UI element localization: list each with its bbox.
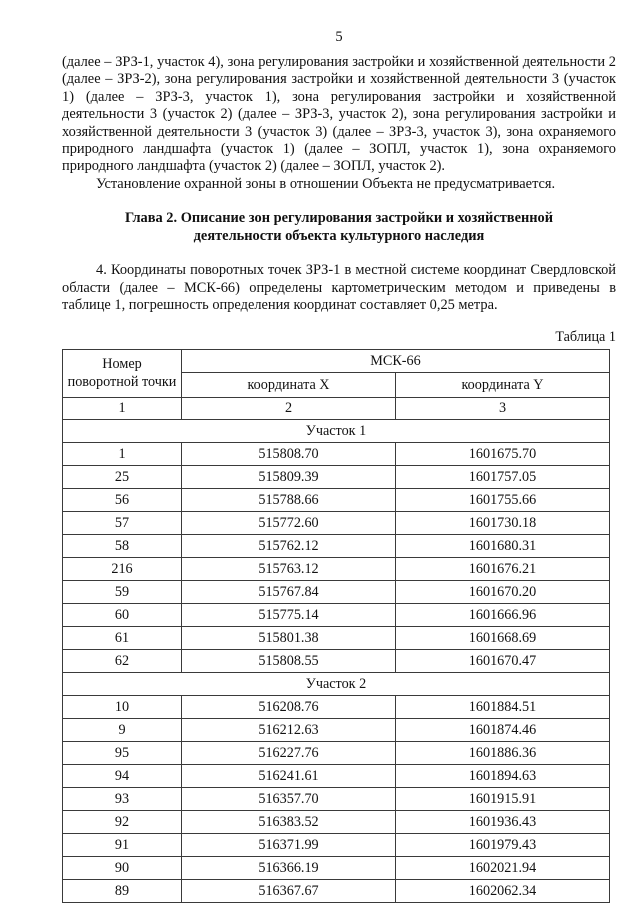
chapter-heading: Глава 2. Описание зон регулирования застройки и хозяйственной деятельности объекта культурного наследия — [124, 210, 554, 244]
cell-coordinate-y: 1601675.70 — [396, 442, 610, 465]
header-coordinate-x: координата X — [182, 373, 396, 398]
cell-coordinate-x: 515808.70 — [182, 442, 396, 465]
table-row — [63, 879, 610, 902]
cell-coordinate-y: 1601670.47 — [396, 649, 610, 672]
cell-point-number: 91 — [63, 833, 182, 856]
cell-point-number: 89 — [63, 879, 182, 902]
cell-coordinate-x: 515788.66 — [182, 488, 396, 511]
cell-point-number: 62 — [63, 649, 182, 672]
table-row — [63, 833, 610, 856]
cell-coordinate-y: 1601755.66 — [396, 488, 610, 511]
table-row — [63, 580, 610, 603]
cell-coordinate-x: 515775.14 — [182, 603, 396, 626]
table-head — [63, 349, 610, 419]
table-header-row-1 — [63, 349, 610, 372]
header-point-number: Номер поворотной точки — [63, 349, 182, 398]
cell-point-number: 90 — [63, 856, 182, 879]
column-number-1: 1 — [63, 398, 182, 419]
table-column-numbering-row — [63, 398, 610, 419]
table-row — [63, 764, 610, 787]
cell-coordinate-x: 515762.12 — [182, 534, 396, 557]
table-row — [63, 488, 610, 511]
table-row — [63, 511, 610, 534]
cell-coordinate-x: 515809.39 — [182, 465, 396, 488]
table-row — [63, 741, 610, 764]
table-row — [63, 695, 610, 718]
cell-coordinate-y: 1601915.91 — [396, 787, 610, 810]
table-section-row — [63, 672, 610, 695]
page-content — [62, 28, 616, 903]
cell-coordinate-y: 1601886.36 — [396, 741, 610, 764]
table-section-row — [63, 419, 610, 442]
cell-coordinate-y: 1601936.43 — [396, 810, 610, 833]
cell-point-number: 56 — [63, 488, 182, 511]
cell-coordinate-x: 516366.19 — [182, 856, 396, 879]
cell-point-number: 92 — [63, 810, 182, 833]
cell-point-number: 57 — [63, 511, 182, 534]
cell-coordinate-y: 1601757.05 — [396, 465, 610, 488]
cell-point-number: 94 — [63, 764, 182, 787]
cell-coordinate-x: 515767.84 — [182, 580, 396, 603]
cell-coordinate-y: 1601668.69 — [396, 626, 610, 649]
cell-point-number: 93 — [63, 787, 182, 810]
paragraph-zone-list: (далее – ЗРЗ-1, участок 4), зона регулирования застройки и хозяйственной деятельности 2 (далее – ЗРЗ-2), зона регулирования застройки и хозяйственной деятельности 3 (участок 1) (далее – ЗРЗ-3, участок 1), зона регулирования застройки и хозяйственной деятельности 3 (участок 2) (далее – ЗРЗ-3, участок 2), зона регулирования застройки и хозяйственной деятельности 3 (участок 3) (далее – ЗРЗ-3, участок 3), зона охраняемого природного ландшафта (участок 1) (далее – ЗОПЛ, участок 1), зона охраняемого природного ландшафта (участок 2) (далее – ЗОПЛ, участок 2). — [62, 54, 616, 175]
coordinates-table — [62, 349, 610, 903]
page-number: 5 — [335, 29, 343, 45]
cell-coordinate-x: 516371.99 — [182, 833, 396, 856]
table-row — [63, 465, 610, 488]
cell-point-number: 95 — [63, 741, 182, 764]
spacer — [62, 193, 616, 210]
table-row — [63, 649, 610, 672]
paragraph-coordinates-intro: 4. Координаты поворотных точек ЗРЗ-1 в местной системе координат Свердловской области (далее – МСК-66) определены картометрическим методом и приведены в таблице 1, погрешность определения координат составляет 0,25 метра. — [62, 262, 616, 314]
column-number-2: 2 — [182, 398, 396, 419]
cell-coordinate-x: 516383.52 — [182, 810, 396, 833]
cell-coordinate-x: 516208.76 — [182, 695, 396, 718]
cell-coordinate-x: 516367.67 — [182, 879, 396, 902]
cell-coordinate-y: 1601894.63 — [396, 764, 610, 787]
cell-coordinate-y: 1601730.18 — [396, 511, 610, 534]
cell-coordinate-x: 516357.70 — [182, 787, 396, 810]
header-coordinate-y: координата Y — [396, 373, 610, 398]
cell-point-number: 58 — [63, 534, 182, 557]
table-row — [63, 810, 610, 833]
cell-point-number: 216 — [63, 557, 182, 580]
cell-coordinate-y: 1601979.43 — [396, 833, 610, 856]
paragraph-protection-zone: Установление охранной зоны в отношении Объекта не предусматривается. — [96, 175, 556, 192]
cell-coordinate-x: 515801.38 — [182, 626, 396, 649]
table-section-title: Участок 1 — [63, 419, 610, 442]
cell-point-number: 9 — [63, 718, 182, 741]
cell-coordinate-y: 1602062.34 — [396, 879, 610, 902]
table-body — [63, 419, 610, 902]
header-coordinate-system: МСК-66 — [182, 349, 610, 372]
cell-point-number: 59 — [63, 580, 182, 603]
cell-coordinate-x: 516227.76 — [182, 741, 396, 764]
cell-coordinate-x: 515772.60 — [182, 511, 396, 534]
spacer — [62, 315, 616, 329]
cell-coordinate-y: 1601874.46 — [396, 718, 610, 741]
column-number-3: 3 — [396, 398, 610, 419]
cell-coordinate-y: 1601680.31 — [396, 534, 610, 557]
cell-coordinate-y: 1601676.21 — [396, 557, 610, 580]
cell-coordinate-x: 515808.55 — [182, 649, 396, 672]
table-caption: Таблица 1 — [555, 328, 616, 345]
cell-point-number: 60 — [63, 603, 182, 626]
spacer — [62, 245, 616, 262]
cell-point-number: 1 — [63, 442, 182, 465]
table-row — [63, 626, 610, 649]
cell-coordinate-x: 516212.63 — [182, 718, 396, 741]
table-row — [63, 718, 610, 741]
table-row — [63, 557, 610, 580]
table-row — [63, 787, 610, 810]
cell-coordinate-y: 1601666.96 — [396, 603, 610, 626]
cell-point-number: 25 — [63, 465, 182, 488]
cell-point-number: 61 — [63, 626, 182, 649]
cell-coordinate-x: 516241.61 — [182, 764, 396, 787]
cell-coordinate-y: 1601884.51 — [396, 695, 610, 718]
cell-coordinate-x: 515763.12 — [182, 557, 396, 580]
table-row — [63, 856, 610, 879]
table-row — [63, 534, 610, 557]
cell-point-number: 10 — [63, 695, 182, 718]
table-section-title: Участок 2 — [63, 672, 610, 695]
cell-coordinate-y: 1601670.20 — [396, 580, 610, 603]
table-row — [63, 442, 610, 465]
cell-coordinate-y: 1602021.94 — [396, 856, 610, 879]
table-row — [63, 603, 610, 626]
